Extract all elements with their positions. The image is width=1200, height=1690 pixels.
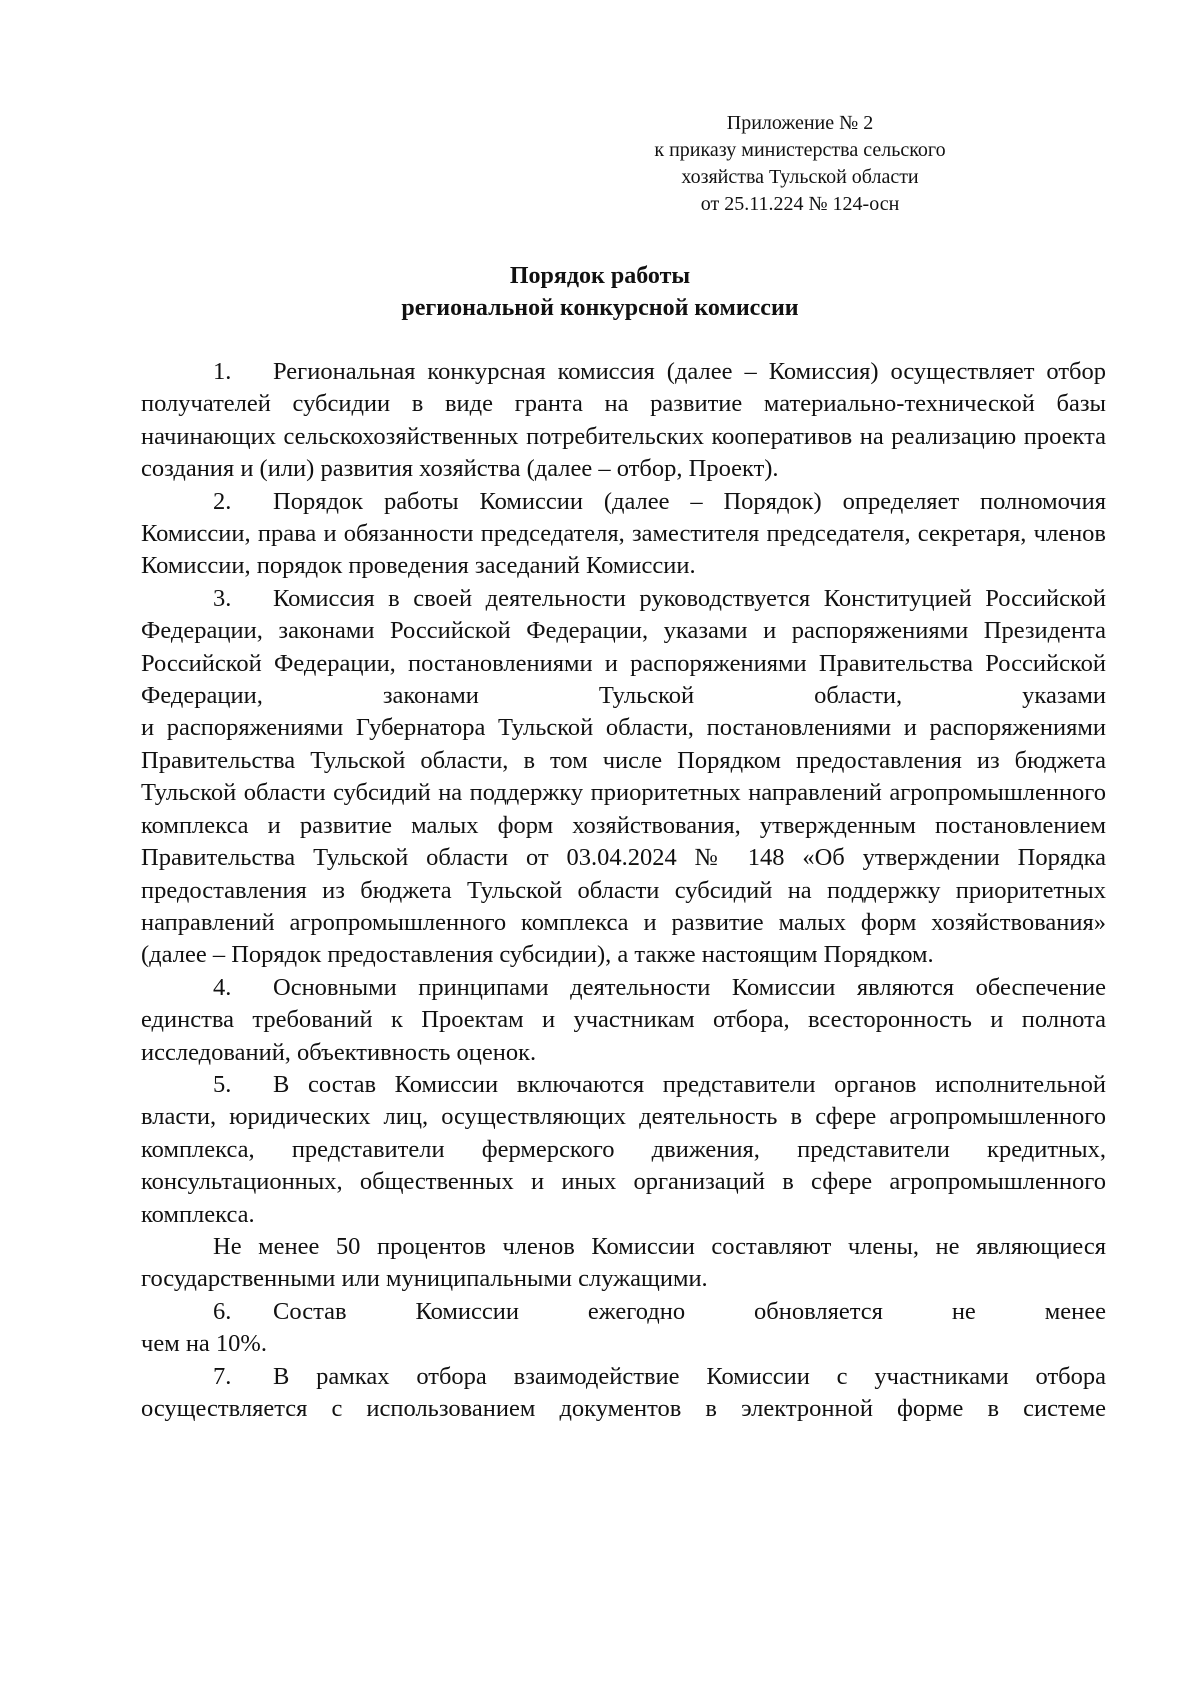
appendix-line: хозяйства Тульской области <box>681 166 919 188</box>
paragraph-number: 1. <box>213 358 232 385</box>
title-line-1: Порядок работы <box>509 263 691 289</box>
paragraph-text: Основными принципами деятельности Комиссии являются обеспечение единства требований к Проектам и участникам отбора, всесторонность и полнота исследований, объективность оценок. <box>141 973 1106 1066</box>
document-body <box>141 356 1106 1425</box>
paragraph-5 <box>141 1069 1106 1231</box>
paragraph-text: Состав Комиссии ежегодно обновляется не менее <box>273 1297 1106 1325</box>
paragraph-6 <box>141 1296 1106 1328</box>
paragraph-number: 3. <box>213 584 232 612</box>
paragraph-5-sub <box>141 1231 1106 1296</box>
paragraph-3-cont <box>141 712 1106 971</box>
paragraph-6-cont <box>141 1328 1106 1360</box>
appendix-line: от 25.11.224 № 124-осн <box>700 193 900 215</box>
paragraph-7 <box>141 1361 1106 1426</box>
paragraph-number: 5. <box>213 1070 232 1098</box>
paragraph-text: Не менее 50 процентов членов Комиссии составляют члены, не являющиеся государственными или муниципальными служащими. <box>141 1232 1106 1293</box>
appendix-line: Приложение № 2 <box>726 112 874 134</box>
paragraph-text: Порядок работы Комиссии (далее – Порядок) определяет полномочия Комиссии, права и обязанности председателя, заместителя председателя, секретаря, членов Комиссии, порядок проведения заседаний Комиссии. <box>141 487 1106 580</box>
paragraph-text: и распоряжениями Губернатора Тульской области, постановлениями и распоряжениями Правительства Тульской области, в том числе Порядком предоставления из бюджета Тульской области субсидий на поддержку приоритетных направлений агропромышленного комплекса и развитие малых форм хозяйствования, утвержденным постановлением Правительства Тульской области от 03.04.2024 № 148 «Об утверждении Порядка предоставления из бюджета Тульской области субсидий на поддержку приоритетных направлений агропромышленного комплекса и развитие малых форм хозяйствования» (далее – Порядок предоставления субсидии), а также настоящим Порядком. <box>141 714 1106 969</box>
paragraph-3 <box>141 583 1106 713</box>
paragraph-4 <box>141 972 1106 1069</box>
paragraph-1 <box>141 356 1106 486</box>
appendix-header <box>610 110 990 218</box>
paragraph-text: Комиссия в своей деятельности руководствуется Конституцией Российской Федерации, законами Российской Федерации, указами и распоряжениями Президента Российской Федерации, постановлениями и распоряжениями Правительства Российской Федерации, законами Тульской области, <box>141 584 1106 710</box>
paragraph-2 <box>141 486 1106 583</box>
paragraph-text: В рамках отбора взаимодействие Комиссии с участниками отбора осуществляется с использованием документов в электронной форме в системе <box>141 1362 1106 1422</box>
title-line-2: региональной конкурсной комиссии <box>401 295 799 321</box>
paragraph-number: 7. <box>213 1362 232 1390</box>
appendix-line: к приказу министерства сельского <box>654 139 946 161</box>
paragraph-number: 2. <box>213 487 232 515</box>
paragraph-text: Региональная конкурсная комиссия (далее – Комиссия) осуществляет отбор получателей субсидии в виде гранта на развитие материально-технической базы начинающих сельскохозяйственных потребительских кооперативов на реализацию проекта создания и (или) развития хозяйства (далее – отбор, Проект). <box>141 358 1106 483</box>
paragraph-text: В состав Комиссии включаются представители органов исполнительной власти, юридических лиц, осуществляющих деятельность в сфере агропромышленного комплекса, представители фермерского движения, представители кредитных, консультационных, общественных и иных организаций в сфере агропромышленного комплекса. <box>141 1070 1106 1228</box>
paragraph-text-cont: указами <box>1022 682 1106 710</box>
paragraph-number: 4. <box>213 973 232 1001</box>
paragraph-text: чем на 10%. <box>141 1330 267 1358</box>
document-title <box>0 260 1200 324</box>
paragraph-number: 6. <box>213 1297 232 1325</box>
